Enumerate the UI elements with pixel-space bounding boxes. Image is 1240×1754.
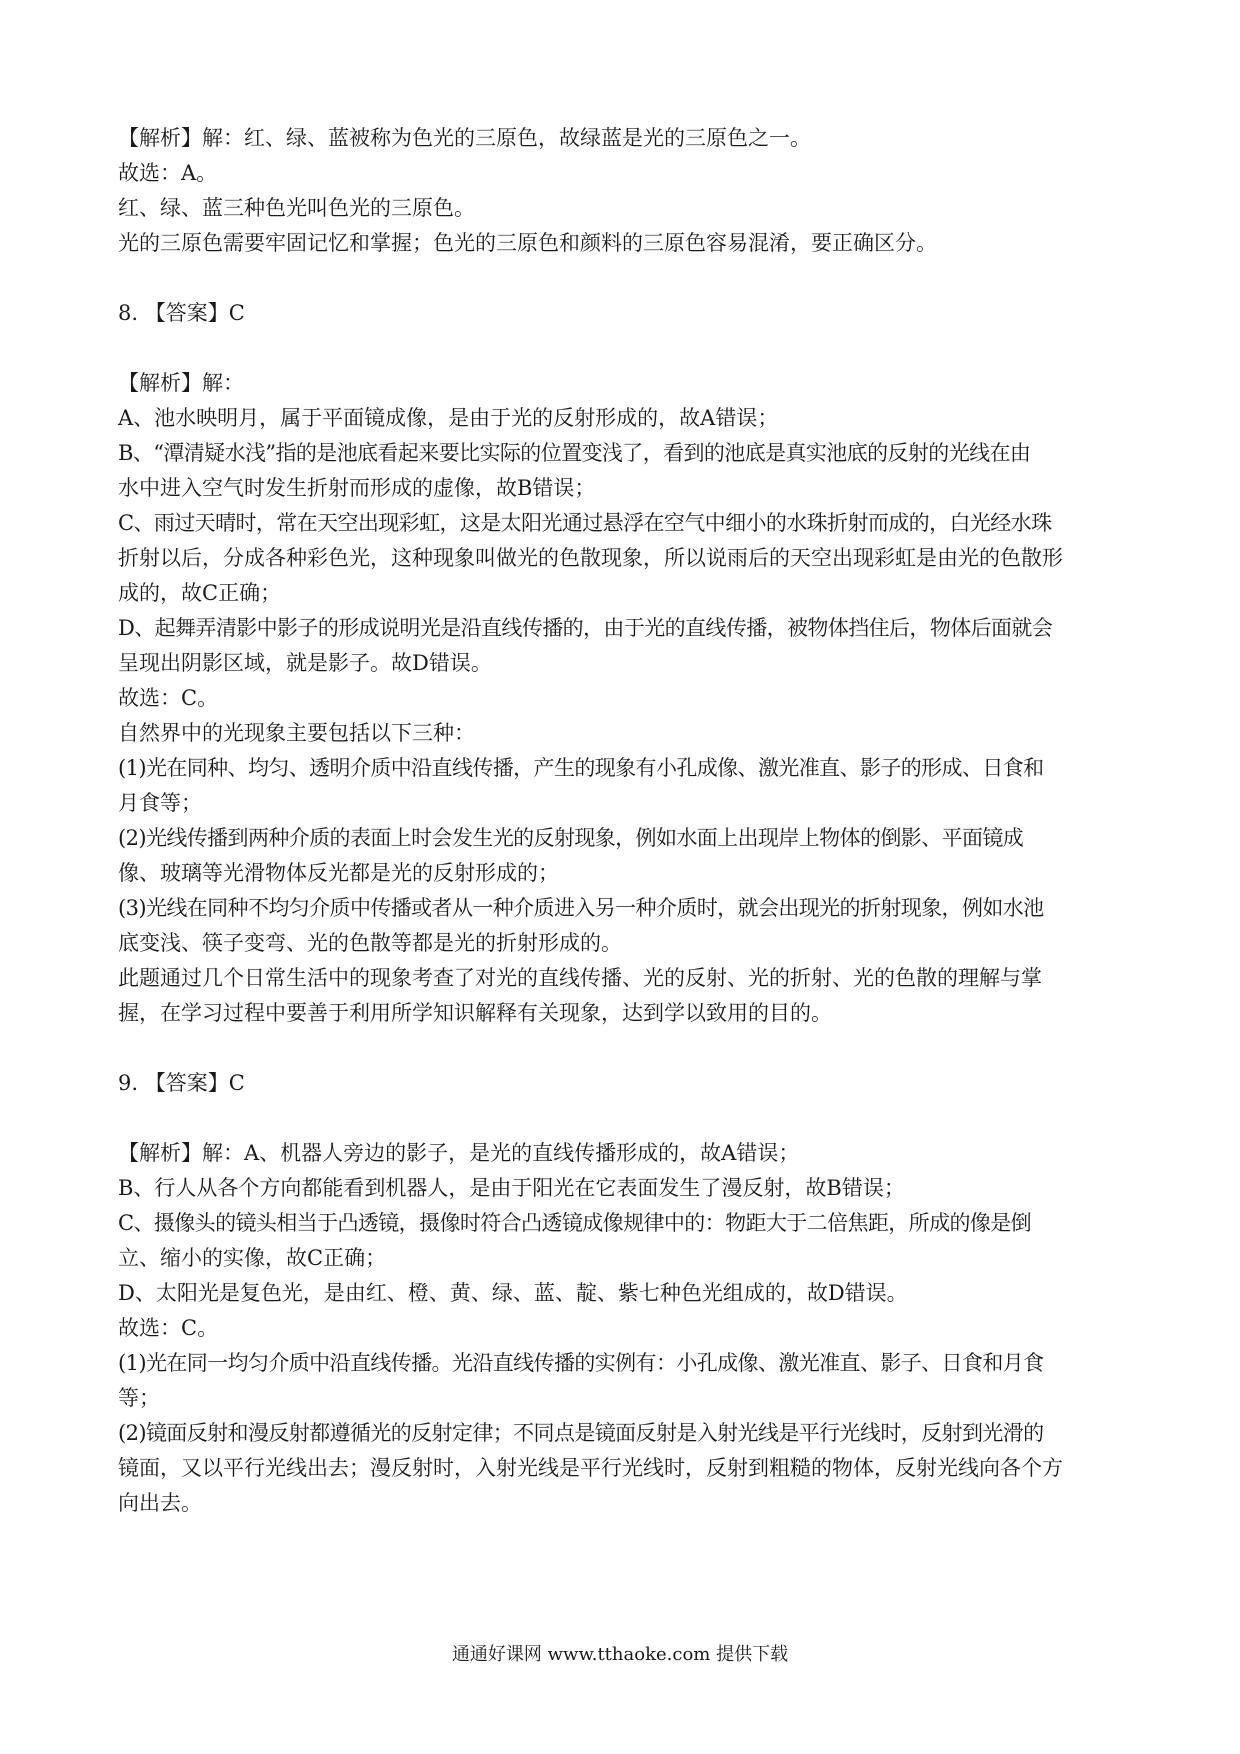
text-line: 此题通过几个日常生活中的现象考查了对光的直线传播、光的反射、光的折射、光的色散的理解与掌 bbox=[118, 966, 1042, 990]
text-line: (2)光线传播到两种介质的表面上时会发生光的反射现象，例如水面上出现岸上物体的倒影、平面镜成 bbox=[118, 826, 1024, 850]
page-footer: 通通好课网 www.tthaoke.com 提供下载 bbox=[451, 1644, 789, 1665]
text-line: 折射以后，分成各种彩色光，这种现象叫做光的色散现象，所以说雨后的天空出现彩虹是由光的色散形 bbox=[118, 546, 1063, 570]
text-line: 成的，故C正确； bbox=[118, 581, 282, 605]
text-line: 红、绿、蓝三种色光叫色光的三原色。 bbox=[118, 196, 475, 220]
text-line: 故选：C。 bbox=[118, 686, 219, 710]
text-line: 立、缩小的实像，故C正确； bbox=[118, 1246, 387, 1270]
text-line: 故选：A。 bbox=[118, 161, 218, 185]
text-line: 月食等； bbox=[118, 791, 202, 815]
text-line: 向出去。 bbox=[118, 1491, 202, 1515]
paragraph-spacer bbox=[118, 261, 1128, 296]
text-line: (1)光在同一均匀介质中沿直线传播。光沿直线传播的实例有：小孔成像、激光准直、影子、日食和月食 bbox=[118, 1351, 1044, 1375]
text-line: 故选：C。 bbox=[118, 1316, 219, 1340]
text-line: A、池水映明月，属于平面镜成像，是由于光的反射形成的，故A错误； bbox=[118, 406, 779, 430]
text-line: (3)光线在同种不均匀介质中传播或者从一种介质进入另一种介质时，就会出现光的折射现象，例如水池 bbox=[118, 896, 1044, 920]
text-line: 【解析】解：A、机器人旁边的影子，是光的直线传播形成的，故A错误； bbox=[118, 1141, 800, 1165]
text-line: 8. 【答案】C bbox=[118, 301, 245, 325]
text-line: B、“潭清疑水浅”指的是池底看起来要比实际的位置变浅了，看到的池底是真实池底的反射的光线在由 bbox=[118, 441, 1031, 465]
text-line: 等； bbox=[118, 1386, 160, 1410]
text-line: D、起舞弄清影中影子的形成说明光是沿直线传播的，由于光的直线传播，被物体挡住后，物体后面就会 bbox=[118, 616, 1053, 640]
text-line: 自然界中的光现象主要包括以下三种： bbox=[118, 721, 475, 745]
text-line: 【解析】解：红、绿、蓝被称为色光的三原色，故绿蓝是光的三原色之一。 bbox=[118, 126, 811, 150]
text-line: 握，在学习过程中要善于利用所学知识解释有关现象，达到学以致用的目的。 bbox=[118, 1001, 832, 1025]
text-line: 光的三原色需要牢固记忆和掌握；色光的三原色和颜料的三原色容易混淆，要正确区分。 bbox=[118, 231, 937, 255]
text-line: 底变浅、筷子变弯、光的色散等都是光的折射形成的。 bbox=[118, 931, 622, 955]
text-line: D、太阳光是复色光，是由红、橙、黄、绿、蓝、靛、紫七种色光组成的，故D错误。 bbox=[118, 1281, 908, 1305]
text-line: (1)光在同种、均匀、透明介质中沿直线传播，产生的现象有小孔成像、激光准直、影子的形成、日食和 bbox=[118, 756, 1044, 780]
paragraph-spacer bbox=[118, 331, 1128, 366]
paragraph-spacer bbox=[118, 1101, 1128, 1136]
paragraph-spacer bbox=[118, 1031, 1128, 1066]
text-line: 像、玻璃等光滑物体反光都是光的反射形成的； bbox=[118, 861, 559, 885]
text-line: 【解析】解： bbox=[118, 371, 244, 395]
answer-explanation-body bbox=[118, 121, 1128, 1521]
text-line: 9. 【答案】C bbox=[118, 1071, 245, 1095]
text-line: 呈现出阴影区域，就是影子。故D错误。 bbox=[118, 651, 492, 675]
text-line: (2)镜面反射和漫反射都遵循光的反射定律；不同点是镜面反射是入射光线是平行光线时，反射到光滑的 bbox=[118, 1421, 1044, 1445]
text-line: 镜面，又以平行光线出去；漫反射时，入射光线是平行光线时，反射到粗糙的物体，反射光线向各个方 bbox=[118, 1456, 1063, 1480]
text-line: 水中进入空气时发生折射而形成的虚像，故B错误； bbox=[118, 476, 596, 500]
text-line: C、摄像头的镜头相当于凸透镜，摄像时符合凸透镜成像规律中的：物距大于二倍焦距，所成的像是倒 bbox=[118, 1211, 1032, 1235]
text-line: B、行人从各个方向都能看到机器人，是由于阳光在它表面发生了漫反射，故B错误； bbox=[118, 1176, 905, 1200]
text-line: C、雨过天晴时，常在天空出现彩虹，这是太阳光通过悬浮在空气中细小的水珠折射而成的，白光经水珠 bbox=[118, 511, 1052, 535]
